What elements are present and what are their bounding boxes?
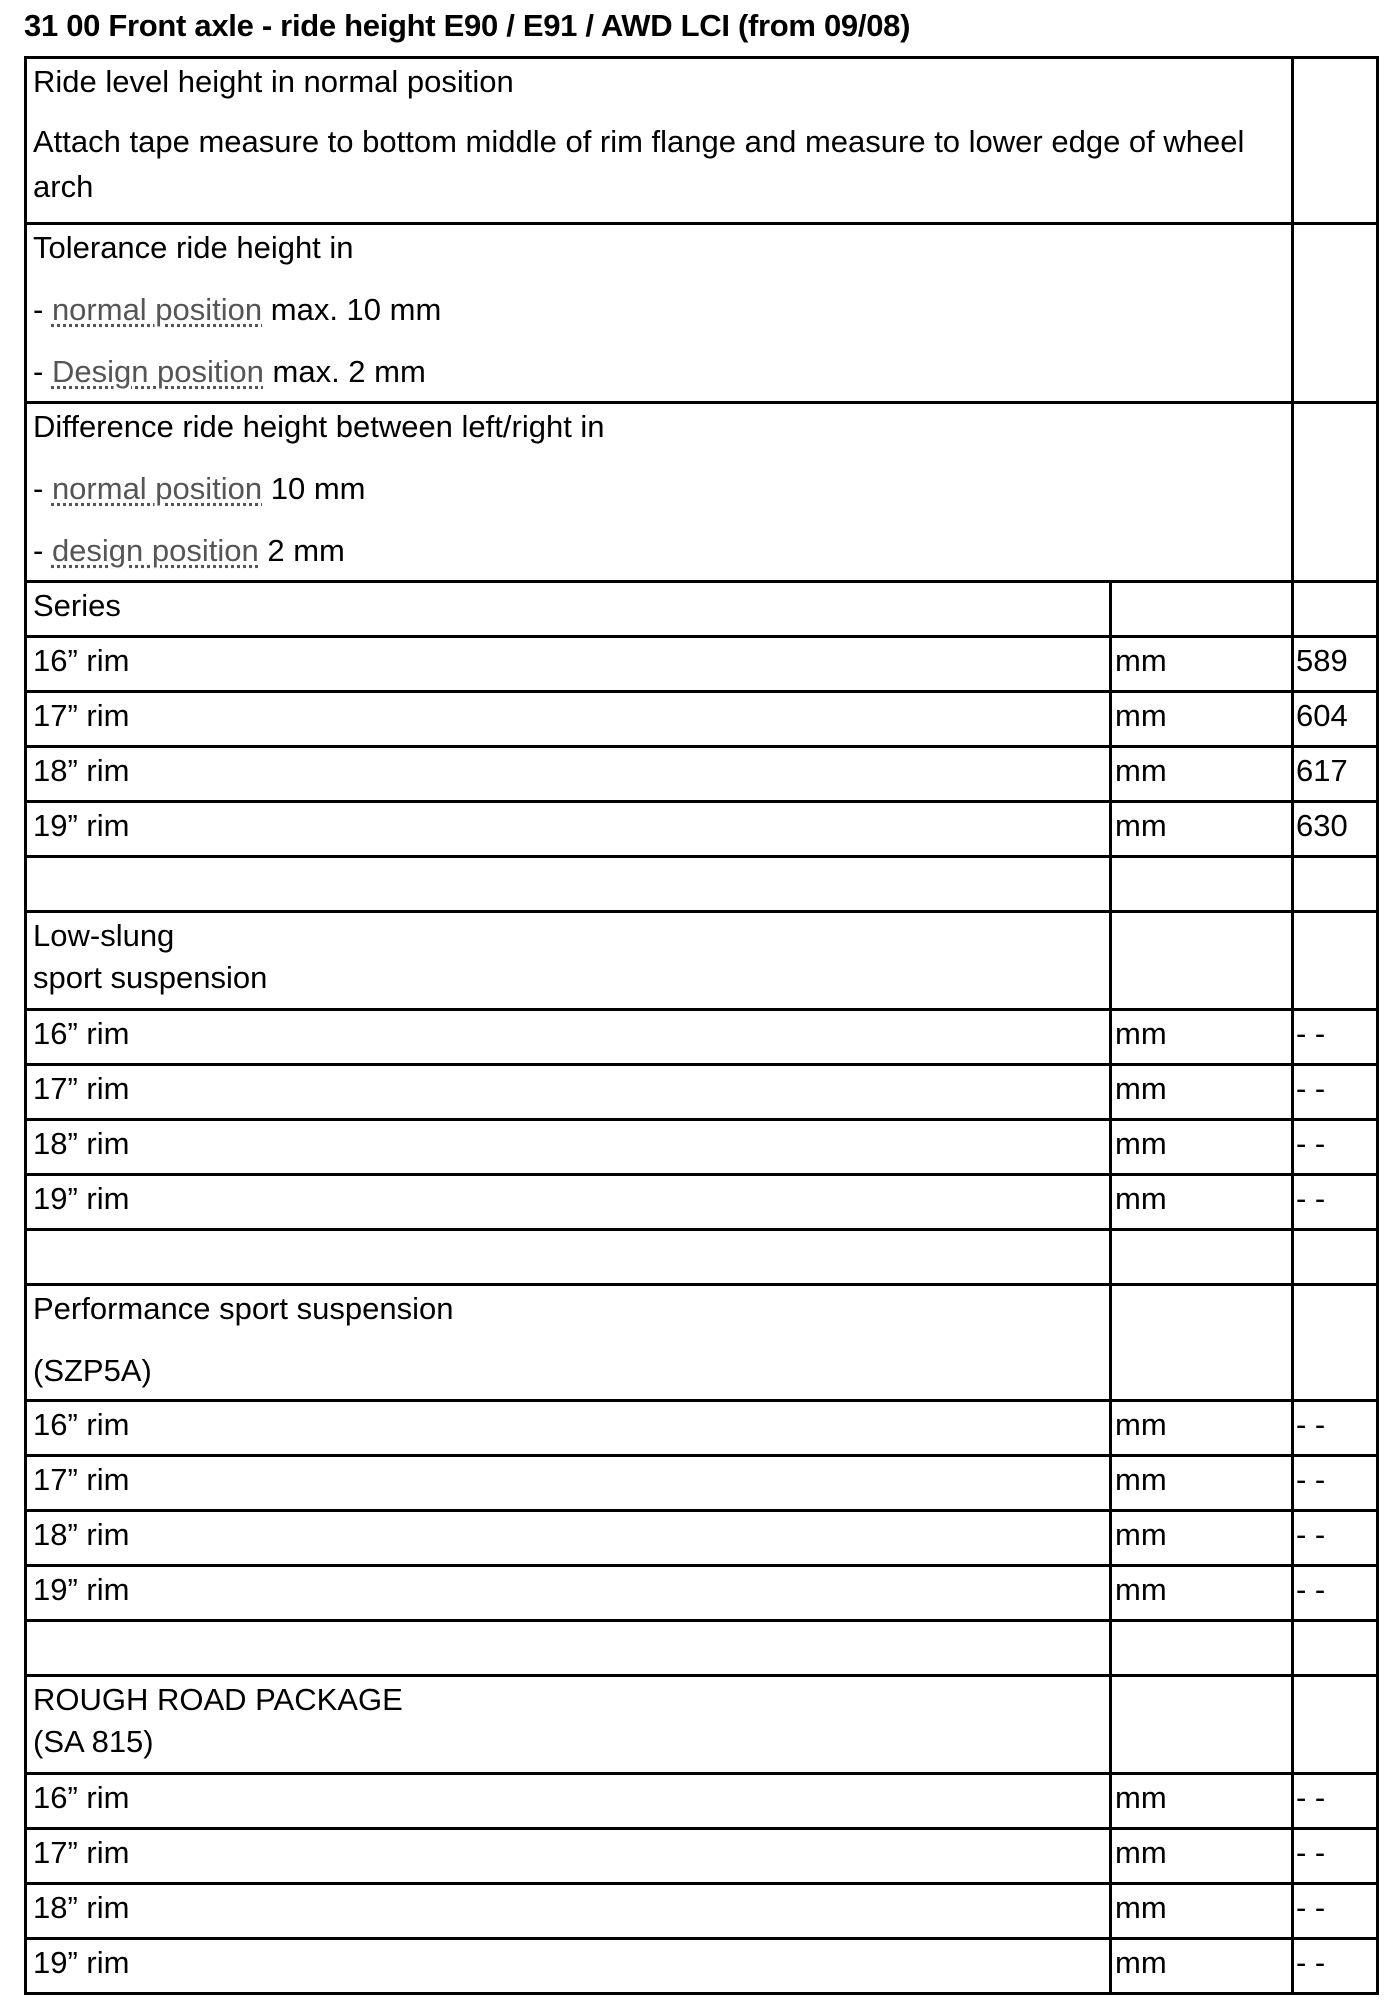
value: - - — [1293, 1401, 1378, 1456]
design-position-link[interactable]: Design position — [51, 354, 264, 389]
normal-position-link[interactable]: normal position — [51, 292, 263, 327]
unit: mm — [1111, 1456, 1293, 1511]
value: - - — [1293, 1065, 1378, 1120]
rim-size: 18” rim — [26, 1511, 1111, 1566]
unit: mm — [1111, 1175, 1293, 1230]
table-row — [26, 1456, 1378, 1511]
table-row — [26, 1010, 1378, 1065]
table-row — [26, 1566, 1378, 1621]
unit: mm — [1111, 1566, 1293, 1621]
unit: mm — [1111, 1065, 1293, 1120]
tolerance-row — [26, 224, 1378, 403]
unit: mm — [1111, 1939, 1293, 1994]
value: - - — [1293, 1120, 1378, 1175]
section-heading: ROUGH ROAD PACKAGE (SA 815) — [26, 1676, 1111, 1774]
value: 589 — [1293, 637, 1378, 692]
value: - - — [1293, 1829, 1378, 1884]
unit: mm — [1111, 747, 1293, 802]
rim-size: 17” rim — [26, 692, 1111, 747]
difference-item-design: - design position 2 mm — [33, 533, 345, 568]
value: - - — [1293, 1175, 1378, 1230]
rim-size: 19” rim — [26, 802, 1111, 857]
unit: mm — [1111, 1511, 1293, 1566]
table-row — [26, 1065, 1378, 1120]
table-row — [26, 1774, 1378, 1829]
value: - - — [1293, 1010, 1378, 1065]
table-row — [26, 1511, 1378, 1566]
rim-size: 16” rim — [26, 1401, 1111, 1456]
value: 604 — [1293, 692, 1378, 747]
page-title: 31 00 Front axle - ride height E90 / E91 / AWD LCI (from 09/08) — [24, 8, 911, 43]
rim-size: 16” rim — [26, 637, 1111, 692]
difference-row — [26, 403, 1378, 582]
rim-size: 19” rim — [26, 1566, 1111, 1621]
rim-size: 17” rim — [26, 1829, 1111, 1884]
ride-height-table — [24, 56, 1379, 1995]
unit: mm — [1111, 1401, 1293, 1456]
unit: mm — [1111, 1829, 1293, 1884]
table-row — [26, 1884, 1378, 1939]
section-heading: Low-slung sport suspension — [26, 912, 1111, 1010]
rim-size: 18” rim — [26, 1884, 1111, 1939]
tolerance-item-normal: - normal position max. 10 mm — [33, 292, 442, 327]
value: - - — [1293, 1884, 1378, 1939]
rim-size: 18” rim — [26, 1120, 1111, 1175]
normal-position-link[interactable]: normal position — [51, 471, 263, 506]
unit: mm — [1111, 1010, 1293, 1065]
rim-size: 19” rim — [26, 1175, 1111, 1230]
series-heading-row — [26, 582, 1378, 637]
value: - - — [1293, 1939, 1378, 1994]
value: 630 — [1293, 802, 1378, 857]
table-row — [26, 637, 1378, 692]
value: - - — [1293, 1774, 1378, 1829]
value: - - — [1293, 1456, 1378, 1511]
intro-row — [26, 58, 1378, 224]
section-heading: Performance sport suspension (SZP5A) — [26, 1285, 1111, 1401]
unit: mm — [1111, 802, 1293, 857]
rim-size: 18” rim — [26, 747, 1111, 802]
table-row — [26, 1939, 1378, 1994]
value: 617 — [1293, 747, 1378, 802]
unit: mm — [1111, 1120, 1293, 1175]
table-row — [26, 692, 1378, 747]
intro-line-2: Attach tape measure to bottom middle of rim flange and measure to lower edge of wheel arch — [33, 124, 1245, 204]
rim-size: 17” rim — [26, 1456, 1111, 1511]
performance-heading-row — [26, 1285, 1378, 1401]
tolerance-heading: Tolerance ride height in — [33, 230, 354, 265]
table-row — [26, 1175, 1378, 1230]
table-row — [26, 1829, 1378, 1884]
intro-cell — [26, 58, 1293, 224]
difference-cell — [26, 403, 1293, 582]
intro-line-1: Ride level height in normal position — [33, 64, 514, 99]
rim-size: 19” rim — [26, 1939, 1111, 1994]
rough-road-heading-row — [26, 1676, 1378, 1774]
table-row — [26, 802, 1378, 857]
table-row — [26, 747, 1378, 802]
tolerance-cell — [26, 224, 1293, 403]
spacer-row — [26, 1230, 1378, 1285]
unit: mm — [1111, 1774, 1293, 1829]
rim-size: 17” rim — [26, 1065, 1111, 1120]
spacer-row — [26, 857, 1378, 912]
unit: mm — [1111, 637, 1293, 692]
unit: mm — [1111, 1884, 1293, 1939]
design-position-link[interactable]: design position — [51, 533, 259, 568]
spacer-row — [26, 1621, 1378, 1676]
value: - - — [1293, 1566, 1378, 1621]
table-row — [26, 1120, 1378, 1175]
unit: mm — [1111, 692, 1293, 747]
lowslung-heading-row — [26, 912, 1378, 1010]
value: - - — [1293, 1511, 1378, 1566]
difference-heading: Difference ride height between left/right in — [33, 409, 605, 444]
section-heading: Series — [26, 582, 1111, 637]
difference-item-normal: - normal position 10 mm — [33, 471, 366, 506]
tolerance-item-design: - Design position max. 2 mm — [33, 354, 426, 389]
rim-size: 16” rim — [26, 1010, 1111, 1065]
table-row — [26, 1401, 1378, 1456]
rim-size: 16” rim — [26, 1774, 1111, 1829]
